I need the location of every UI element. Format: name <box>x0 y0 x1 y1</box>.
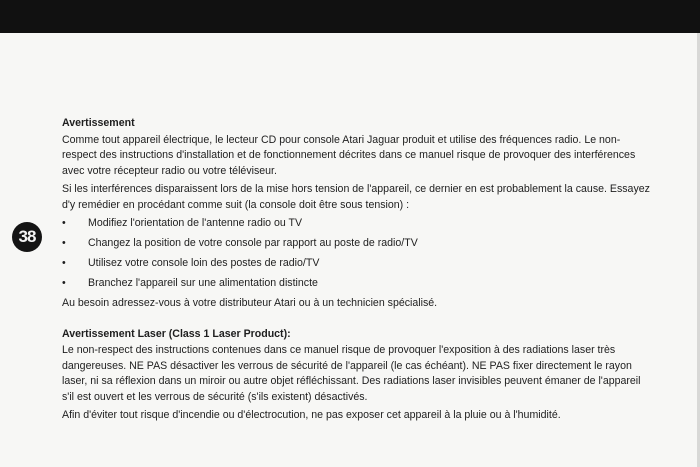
laser-warning-paragraph-1: Le non-respect des instructions contenues dans ce manuel risque de provoquer l'exposition à des radiations laser très dangereuses. NE PAS désactiver les verrous de sécurité de l'appareil (le cas échéant). NE PAS fixer directement le rayon laser, ni sa réflexion dans un miroir ou autre objet réfléchissant. Des radiations laser invisibles peuvent émaner de l'appareil s'il est ouvert et les verrous de sécurité (s'ils existent) désactivés. <box>62 344 641 403</box>
warning-paragraph-2: Si les interférences disparaissent lors de la mise hors tension de l'appareil, ce dernier en est probablement la cause. Essayez d'y remédier en procédant comme suit (la console doit être sous tension) : <box>62 183 650 211</box>
list-item: • Changez la position de votre console par rapport au poste de radio/TV <box>62 236 652 252</box>
document-body <box>62 116 652 427</box>
warning-section <box>62 116 652 312</box>
laser-warning-section <box>62 327 652 424</box>
laser-warning-paragraph-2: Afin d'éviter tout risque d'incendie ou d'électrocution, ne pas exposer cet appareil à la pluie ou à l'humidité. <box>62 409 561 422</box>
page-number-badge: 38 <box>12 222 42 252</box>
warning-paragraph-3: Au besoin adressez-vous à votre distributeur Atari ou à un technicien spécialisé. <box>62 297 438 310</box>
warning-title: Avertissement <box>62 117 135 129</box>
list-item: • Utilisez votre console loin des postes de radio/TV <box>62 256 652 272</box>
remedy-list <box>62 216 652 292</box>
list-item: • Branchez l'appareil sur une alimentation distincte <box>62 276 652 292</box>
top-dark-band <box>0 0 700 33</box>
laser-warning-title: Avertissement Laser (Class 1 Laser Product): <box>62 327 291 340</box>
list-item: • Modifiez l'orientation de l'antenne radio ou TV <box>62 216 652 232</box>
warning-paragraph-1: Comme tout appareil électrique, le lecteur CD pour console Atari Jaguar produit et utilise des fréquences radio. Le non-respect des instructions d'installation et de fonctionnement décrites dans ce manuel risque de provoquer des interférences avec votre récepteur radio ou votre téléviseur. <box>62 133 636 177</box>
section-spacer <box>62 315 652 327</box>
